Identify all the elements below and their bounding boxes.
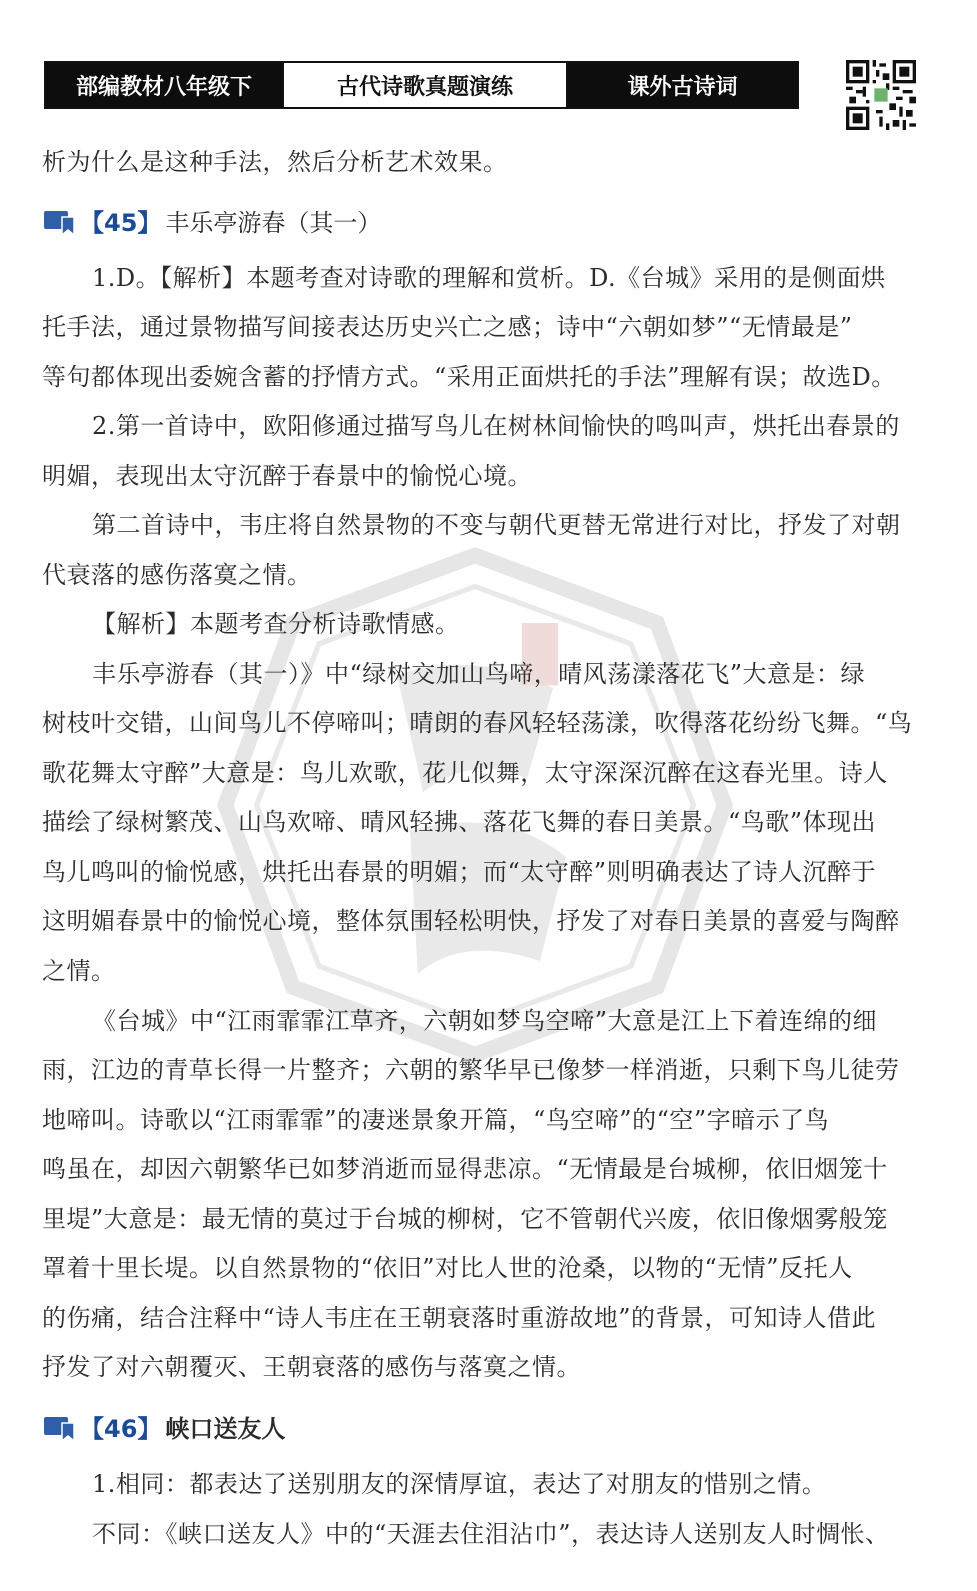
text-line: 鸟儿鸣叫的愉悦感，烘托出春景的明媚；而“太守醉”则明确表达了诗人沉醉于 bbox=[42, 858, 877, 886]
text-line: 罩着十里长堤。以自然景物的“依旧”对比人世的沧桑，以物的“无情”反托人 bbox=[42, 1254, 853, 1282]
qr-code-icon[interactable] bbox=[846, 60, 916, 130]
text-line: 描绘了绿树繁茂、山鸟欢啼、晴风轻拂、落花飞舞的春日美景。“鸟歌”体现出 bbox=[42, 808, 877, 836]
text-line: 《台城》中“江雨霏霏江草齐，六朝如梦鸟空啼”大意是江上下着连绵的细 bbox=[92, 1007, 878, 1035]
text-line: 【解析】本题考查分析诗歌情感。 bbox=[92, 610, 460, 638]
section-heading-46 bbox=[42, 1414, 285, 1444]
text-line: 2.第一首诗中，欧阳修通过描写鸟儿在树林间愉快的鸣叫声，烘托出春景的 bbox=[92, 412, 900, 440]
header-band bbox=[44, 61, 799, 109]
text-line: 托手法，通过景物描写间接表达历史兴亡之感；诗中“六朝如梦”“无情最是” bbox=[42, 313, 853, 341]
text-line: 鸣虽在，却因六朝繁华已如梦消逝而显得悲凉。“无情最是台城柳，依旧烟笼十 bbox=[42, 1155, 888, 1183]
header-grade: 部编教材八年级下 bbox=[46, 63, 282, 107]
text-line: 1.相同：都表达了送别朋友的深情厚谊，表达了对朋友的惜别之情。 bbox=[92, 1470, 827, 1498]
text-line: 歌花舞太守醉”大意是：鸟儿欢歌，花儿似舞，太守深深沉醉在这春光里。诗人 bbox=[42, 759, 888, 787]
text-line: 代衰落的感伤落寞之情。 bbox=[42, 561, 312, 589]
header-topic: 古代诗歌真题演练 bbox=[282, 63, 568, 107]
text-line: 1.D。【解析】本题考查对诗歌的理解和赏析。D.《台城》采用的是侧面烘 bbox=[92, 264, 886, 292]
text-line: 里堤”大意是：最无情的莫过于台城的柳树，它不管朝代兴废，依旧像烟雾般笼 bbox=[42, 1205, 888, 1233]
text-line: 地啼叫。诗歌以“江雨霏霏”的凄迷景象开篇，“鸟空啼”的“空”字暗示了鸟 bbox=[42, 1106, 830, 1134]
text-line: 树枝叶交错，山间鸟儿不停啼叫；晴朗的春风轻轻荡漾，吹得落花纷纷飞舞。“鸟 bbox=[42, 709, 913, 737]
text-line: 不同：《峡口送友人》中的“天涯去住泪沾巾”，表达诗人送别友人时惆怅、 bbox=[92, 1520, 890, 1548]
text-line: 抒发了对六朝覆灭、王朝衰落的感伤与落寞之情。 bbox=[42, 1353, 581, 1381]
section-title: 峡口送友人 bbox=[165, 1415, 286, 1443]
text-line: 的伤痛，结合注释中“诗人韦庄在王朝衰落时重游故地”的背景，可知诗人借此 bbox=[42, 1304, 877, 1332]
text-line: 之情。 bbox=[42, 957, 116, 985]
text-line: 第二首诗中，韦庄将自然景物的不变与朝代更替无常进行对比，抒发了对朝 bbox=[92, 511, 901, 539]
header-category: 课外古诗词 bbox=[568, 63, 797, 107]
text-line: 等句都体现出委婉含蓄的抒情方式。“采用正面烘托的手法”理解有误；故选D。 bbox=[42, 363, 896, 391]
text-line: 丰乐亭游春（其一）》中“绿树交加山鸟啼，晴风荡漾落花飞”大意是：绿 bbox=[92, 660, 866, 688]
section-number: 【45】 bbox=[80, 209, 162, 237]
text-line: 析为什么是这种手法，然后分析艺术效果。 bbox=[42, 148, 508, 176]
section-number: 【46】 bbox=[80, 1415, 162, 1443]
text-line: 雨，江边的青草长得一片整齐；六朝的繁华早已像梦一样消逝，只剩下鸟儿徒劳 bbox=[42, 1056, 900, 1084]
bookmark-icon bbox=[42, 1415, 76, 1443]
section-heading-45 bbox=[42, 208, 381, 238]
text-line: 明媚，表现出太守沉醉于春景中的愉悦心境。 bbox=[42, 462, 532, 490]
bookmark-icon bbox=[42, 209, 76, 237]
text-line: 这明媚春景中的愉悦心境，整体氛围轻松明快，抒发了对春日美景的喜爱与陶醉 bbox=[42, 907, 900, 935]
section-title: 丰乐亭游春（其一） bbox=[165, 209, 382, 237]
